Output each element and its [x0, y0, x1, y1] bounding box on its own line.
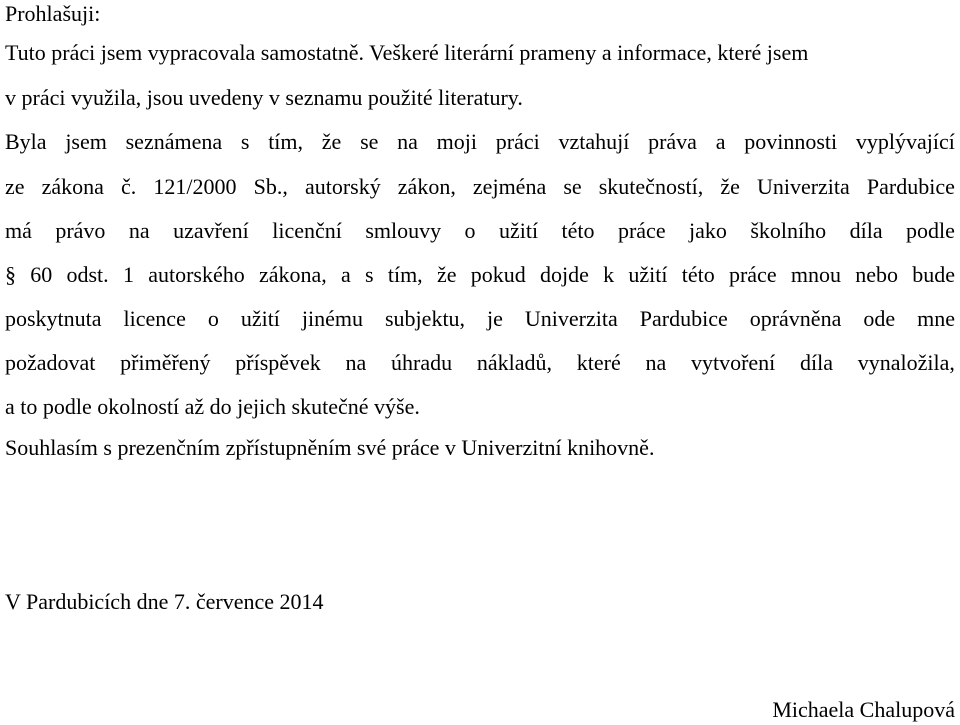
word: oprávněna — [749, 306, 842, 331]
signature-name: Michaela Chalupová — [772, 697, 955, 722]
word: této — [561, 218, 595, 243]
word: na — [345, 350, 367, 375]
word: díla — [849, 218, 883, 243]
word: ode — [863, 306, 896, 331]
word: Sb., — [253, 174, 288, 199]
paragraph-2-line-1 — [5, 128, 955, 156]
word: a — [715, 129, 726, 154]
word: má — [5, 218, 32, 243]
word: že — [321, 129, 342, 154]
word: na — [645, 350, 667, 375]
paragraph-2-line-4 — [5, 261, 955, 289]
word: pokud — [470, 262, 526, 287]
word: na — [128, 218, 150, 243]
word: že — [436, 262, 457, 287]
word: Pardubice — [866, 174, 955, 199]
paragraph-2-line-6 — [5, 349, 955, 377]
word: autorského — [148, 262, 245, 287]
word: o — [207, 306, 219, 331]
word: poskytnuta — [5, 306, 102, 331]
word: školního — [750, 218, 827, 243]
word: s — [240, 129, 250, 154]
word: § — [5, 262, 16, 287]
word: odst. — [66, 262, 109, 287]
word: jsem — [65, 129, 107, 154]
word: zejména — [472, 174, 547, 199]
word: 60 — [30, 262, 53, 287]
word: zákona — [41, 174, 104, 199]
word: licenční — [272, 218, 342, 243]
paragraph-1-line-2: v práci využila, jsou uvedeny v seznamu použité literatury. — [5, 85, 523, 110]
word: vynaložila, — [857, 350, 955, 375]
paragraph-2-line-3 — [5, 217, 955, 245]
word: užití — [240, 306, 280, 331]
word: bude — [912, 262, 955, 287]
word: právo — [55, 218, 106, 243]
word: je — [487, 306, 503, 331]
word: úhradu — [391, 350, 453, 375]
word: autorský — [304, 174, 381, 199]
word: Univerzita — [756, 174, 850, 199]
word: vytvoření — [690, 350, 776, 375]
place-and-date: V Pardubicích dne 7. července 2014 — [5, 589, 324, 614]
word: práci — [495, 129, 540, 154]
word: s — [365, 262, 374, 287]
word: se — [563, 174, 582, 199]
word: zákon, — [397, 174, 456, 199]
word: této — [681, 262, 715, 287]
word: Pardubice — [639, 306, 728, 331]
word: a — [341, 262, 351, 287]
word: tím, — [268, 129, 304, 154]
word: 121/2000 — [153, 174, 237, 199]
word: jako — [689, 218, 727, 243]
word: licence — [123, 306, 186, 331]
consent-statement: Souhlasím s prezenčním zpřístupněním své práce v Univerzitní knihovně. — [5, 435, 655, 460]
word: na — [397, 129, 418, 154]
word: 1 — [122, 262, 134, 287]
word: nákladů, — [476, 350, 553, 375]
word: subjektu, — [385, 306, 466, 331]
word: zákona, — [258, 262, 327, 287]
word: příspěvek — [235, 350, 321, 375]
word: mne — [917, 306, 955, 331]
word: práva — [648, 129, 697, 154]
word: Byla — [5, 129, 47, 154]
word: vztahují — [558, 129, 630, 154]
word: Univerzita — [524, 306, 618, 331]
word: povinnosti — [744, 129, 838, 154]
word: užití — [498, 218, 539, 243]
word: č. — [121, 174, 137, 199]
word: uzavření — [173, 218, 249, 243]
word: přiměřený — [120, 350, 211, 375]
word: seznámena — [125, 129, 223, 154]
word: moji — [436, 129, 477, 154]
word: práce — [617, 218, 666, 243]
word: práce — [728, 262, 777, 287]
word: díla — [800, 350, 834, 375]
word: vyplývající — [855, 129, 955, 154]
word: požadovat — [5, 350, 96, 375]
word: dojde — [539, 262, 589, 287]
word: nebo — [855, 262, 898, 287]
word: skutečností, — [598, 174, 704, 199]
declaration-heading: Prohlašuji: — [5, 1, 101, 26]
word: mnou — [790, 262, 841, 287]
word: k — [603, 262, 615, 287]
word: smlouvy — [365, 218, 442, 243]
word: o — [464, 218, 476, 243]
paragraph-2-line-5 — [5, 305, 955, 333]
paragraph-1-line-1: Tuto práci jsem vypracovala samostatně. Veškeré literární prameny a informace, které jsem — [5, 40, 809, 65]
word: jinému — [301, 306, 364, 331]
word: podle — [906, 218, 955, 243]
word: že — [720, 174, 740, 199]
paragraph-2-line-7: a to podle okolností až do jejich skutečné výše. — [5, 394, 420, 419]
word: užití — [628, 262, 668, 287]
word: se — [360, 129, 379, 154]
word: které — [576, 350, 621, 375]
word: ze — [5, 174, 25, 199]
paragraph-2-line-2 — [5, 173, 955, 201]
word: tím, — [387, 262, 423, 287]
